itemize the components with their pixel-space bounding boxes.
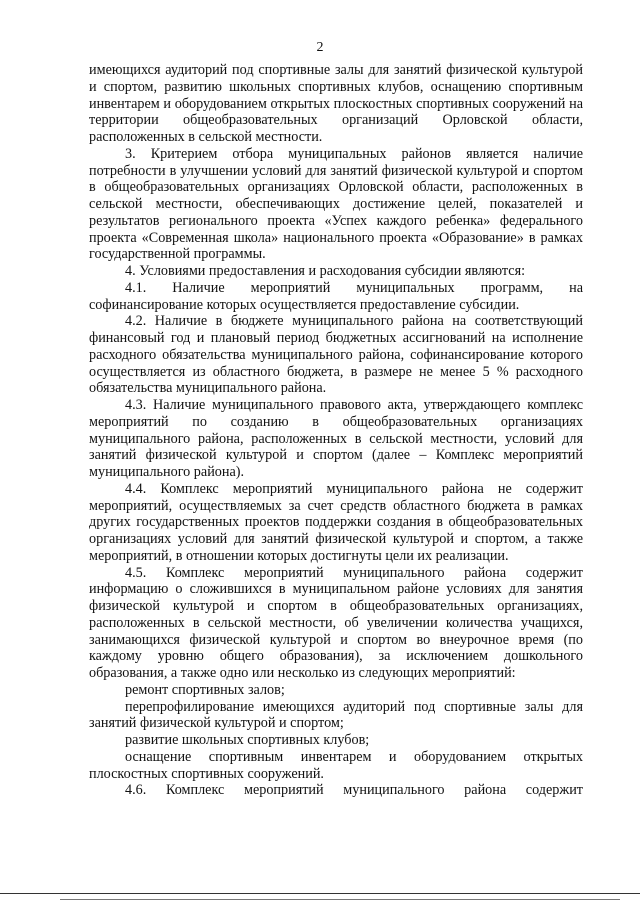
document-body: [89, 62, 583, 799]
paragraph-4-2: 4.2. Наличие в бюджете муниципального района на соответствующий финансовый год и плановый период бюджетных ассигнований на исполнение расходного обязательства муниципального района, софинансирование которого осуществляется из областного бюджета, в размере не менее 5 % расходного обязательства муниципального района.: [89, 313, 583, 397]
paragraph-4-5: 4.5. Комплекс мероприятий муниципального района содержит информацию о сложившихся в муниципальном районе условиях для занятия физической культурой и спортом в общеобразовательных организациях, расположенных в сельской местности, об увеличении количества учащихся, занимающихся физической культурой и спортом во внеурочное время (по каждому уровню общего образования), за исключением дошкольного образования, а также одно или несколько из следующих мероприятий:: [89, 564, 583, 681]
paragraph-4-4: 4.4. Комплекс мероприятий муниципального района не содержит мероприятий, осуществляемых за счет средств областного бюджета в рамках других государственных проектов поддержки создания в общеобразовательных организациях условий для занятий физической культурой и спортом, а также мероприятий, в отношении которых достигнуты цели их реализации.: [89, 480, 583, 564]
paragraph-3-criterion: 3. Критерием отбора муниципальных районов является наличие потребности в улучшении условий для занятий физической культурой и спортом в общеобразовательных организациях Орловской области, расположенных в сельской местности, обеспечивающих достижение целей, показателей и результатов регионального проекта «Успех каждого ребенка» федерального проекта «Современная школа» национального проекта «Образование» в рамках государственной программы.: [89, 145, 583, 263]
page-number: 2: [316, 40, 324, 55]
paragraph-continuation: имеющихся аудиторий под спортивные залы для занятий физической культурой и спортом, развитию школьных спортивных клубов, оснащению спортивным инвентарем и оборудованием открытых плоскостных спортивных сооружений на территории общеобразовательных организаций Орловской области, расположенных в сельской местности.: [89, 62, 583, 145]
list-item-equipment: оснащение спортивным инвентарем и оборудованием открытых плоскостных спортивных сооружений.: [89, 748, 583, 782]
paragraph-4-6: 4.6. Комплекс мероприятий муниципального района содержит: [125, 782, 583, 799]
list-item-reprofiling: перепрофилирование имеющихся аудиторий под спортивные залы для занятий физической культурой и спортом;: [89, 698, 583, 732]
paragraph-4-1: 4.1. Наличие мероприятий муниципальных программ, на софинансирование которых осуществляется предоставление субсидии.: [89, 279, 583, 313]
paragraph-4-conditions: 4. Условиями предоставления и расходования субсидии являются:: [125, 263, 526, 279]
paragraph-4-3: 4.3. Наличие муниципального правового акта, утверждающего комплекс мероприятий по созданию в общеобразовательных организациях муниципального района, расположенных в сельской местности, условий для занятий физической культурой и спортом (далее – Комплекс мероприятий муниципального района).: [89, 397, 583, 480]
scan-edge-line: [0, 893, 640, 894]
list-item-repair: ремонт спортивных залов;: [125, 681, 285, 698]
scan-edge-line-secondary: [60, 899, 620, 900]
list-item-clubs: развитие школьных спортивных клубов;: [125, 732, 370, 748]
